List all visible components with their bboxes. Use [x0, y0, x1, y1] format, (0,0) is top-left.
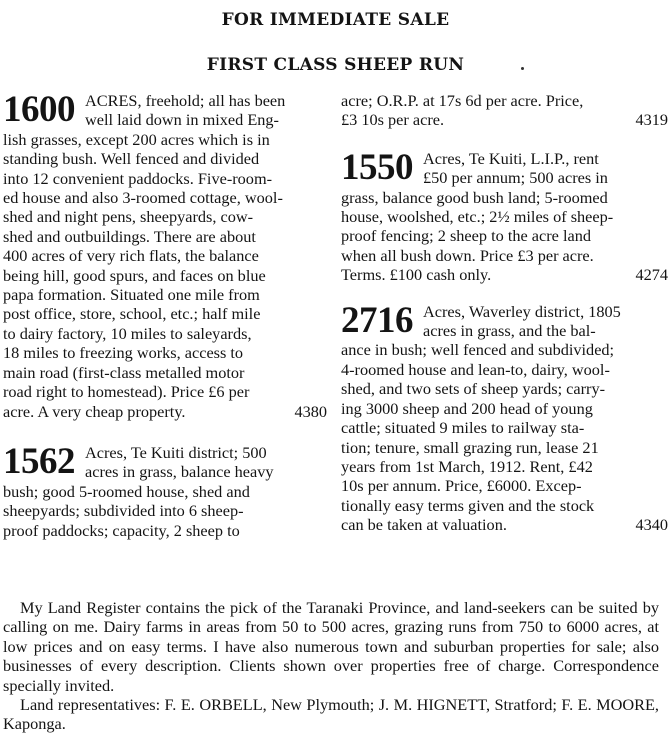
page-title: FOR IMMEDIATE SALE — [221, 10, 450, 30]
listing-ref: 4319 — [635, 110, 668, 130]
listing-2716 — [341, 299, 668, 535]
listing-1550 — [341, 146, 668, 285]
right-column — [341, 91, 668, 535]
listing-ref: 4340 — [635, 515, 668, 535]
listing-ref: 4274 — [635, 265, 668, 285]
listing-1600 — [3, 91, 327, 421]
listing-number: 1562 — [3, 440, 75, 482]
listing-text: Acres, Te Kuiti, L.I.P., rent £50 per annum; 500 acres in grass, balance good bush land; 5-roomed house, woolshed, etc.; 2½ miles of sheep- proof fencing; 2 sheep to the acre land when all bush down. Price £3 per acre. 4274 Terms. £100 cash only. — [341, 148, 668, 285]
listing-ref: 4380 — [294, 401, 327, 421]
page-subtitle: FIRST CLASS SHEEP RUN — [206, 55, 465, 75]
land-register-paragraph: My Land Register contains the pick of the Taranaki Province, and land-seekers can be suited by calling on me. Dairy farms in areas from 50 to 500 acres, grazing runs from 750 to 6000 acres, at low prices and on easy terms. I have also numerous town and suburban properties for sale; also businesses of every description. Clients shown over properties free of charge. Correspondence specially invited. — [3, 598, 659, 695]
listing-number: 1550 — [341, 146, 413, 188]
listing-text: ACRES, freehold; all has been well laid down in mixed Eng- lish grasses, except 200 acres which is in standing bush. Well fenced and divided into 12 convenient paddocks. Five-room- ed house and also 3-roomed cottage, wool- shed and night pens, sheepyards, cow- shed and outbuildings. There are about 400 acres of very rich flats, the balance being hill, good spurs, and faces on blue papa formation. Situated one mile from post office, store, school, etc.; half mile to dairy factory, 10 miles to saleyards, 18 miles to freezing works, access to main road (first-class metalled motor road right to homestead). Price £6 per 4380 acre. A very cheap property. — [3, 91, 327, 421]
listing-text: Acres, Te Kuiti district; 500 acres in grass, balance heavy bush; good 5-roomed house, shed and sheepyards; subdivided into 6 sheep- proof paddocks; capacity, 2 sheep to — [3, 442, 274, 540]
land-representatives: Land representatives: F. E. ORBELL, New Plymouth; J. M. HIGNETT, Stratford; F. E. MOORE, Kaponga. — [3, 695, 659, 734]
speck-mark — [521, 67, 524, 70]
listing-1562-continued — [341, 91, 668, 130]
listing-text: Acres, Waverley district, 1805 acres in grass, and the bal- ance in bush; well fenced and subdivided; 4-roomed house and lean-to, dairy, wool- shed, and two sets of sheep yards; carry- ing 3000 sheep and 200 head of young cattle; situated 9 miles to railway sta- tion; tenure, small grazing run, lease 21 years from 1st March, 1912. Rent, £42 10s per annum. Price, £6000. Excep- tionally easy terms given and the stock 4340 can be taken at valuation. — [341, 301, 668, 535]
listing-text: acre; O.R.P. at 17s 6d per acre. Price, 4319 £3 10s per acre. — [341, 91, 668, 130]
listing-1562 — [3, 440, 327, 540]
listing-number: 1600 — [3, 89, 75, 130]
left-column — [3, 91, 327, 540]
listing-number: 2716 — [341, 299, 413, 341]
footer-notice — [3, 598, 659, 734]
